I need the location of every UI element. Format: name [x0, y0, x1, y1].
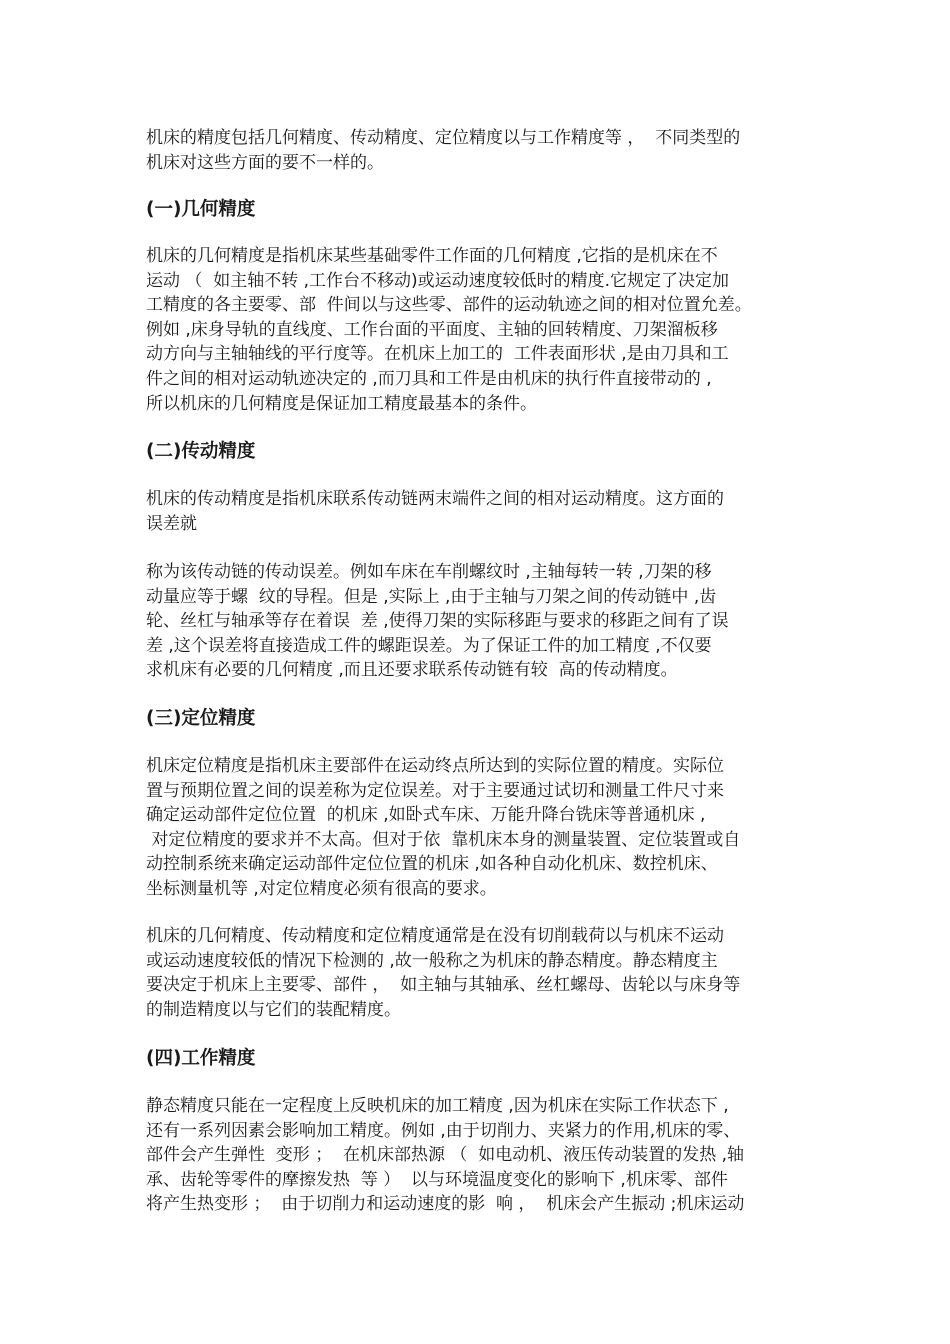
- paragraph-line: 动量应等于螺 纹的导程。但是 ,实际上 ,由于主轴与刀架之间的传动链中 ,齿: [146, 586, 717, 607]
- paragraph-line: 动方向与主轴轴线的平行度等。在机床上加工的 工件表面形状 ,是由刀具和工: [146, 344, 729, 365]
- paragraph-line: 求机床有必要的几何精度 ,而且还要求联系传动链有较 高的传动精度。: [146, 660, 678, 681]
- paragraph-line: 部件会产生弹性 变形 ； 在机床部热源 （ 如电动机、液压传动装置的发热 ,轴: [146, 1145, 745, 1166]
- paragraph-line: 还有一系列因素会影响加工精度。例如 ,由于切削力、夹紧力的作用,机床的零、: [146, 1120, 741, 1141]
- paragraph-line: 机床的精度包括几何精度、传动精度、定位精度以与工作精度等 ， 不同类型的: [146, 128, 741, 148]
- paragraph: [146, 487, 724, 536]
- paragraph-line: 动控制系统来确定运动部件定位位置的机床 ,如各种自动化机床、数控机床、: [146, 854, 718, 875]
- paragraph-line: 确定运动部件定位位置 的机床 ,如卧式车床、万能升降台铣床等普通机床 ,: [146, 805, 706, 826]
- paragraph-line: 静态精度只能在一定程度上反映机床的加工精度 ,因为机床在实际工作状态下 ,: [146, 1096, 729, 1116]
- paragraph-line: 的制造精度以与它们的装配精度。: [146, 999, 401, 1020]
- section-heading: (四)工作精度: [146, 1048, 256, 1069]
- paragraph-line: 运动 （ 如主轴不转 ,工作台不移动)或运动速度较低时的精度.它规定了决定加: [146, 270, 730, 291]
- paragraph-line: 或运动速度较低的情况下检测的 ,故一般称之为机床的静态精度。静态精度主: [146, 950, 718, 971]
- paragraph: [146, 924, 740, 1022]
- section-heading: (二)传动精度: [146, 441, 256, 462]
- paragraph: [146, 244, 752, 416]
- paragraph-line: 机床的几何精度、传动精度和定位精度通常是在没有切削载荷以与机床不运动: [146, 926, 724, 946]
- paragraph-line: 机床的几何精度是指机床某些基础零件工作面的几何精度 ,它指的是机床在不: [146, 246, 718, 266]
- paragraph-line: 误差就: [146, 513, 197, 534]
- paragraph-line: 所以机床的几何精度是保证加工精度最基本的条件。: [146, 393, 537, 414]
- paragraph-line: 置与预期位置之间的误差称为定位误差。对于主要通过试切和测量工件尺寸来: [146, 780, 724, 801]
- paragraph-line: 称为该传动链的传动误差。例如车床在车削螺纹时 ,主轴每转一转 ,刀架的移: [146, 562, 712, 582]
- section-heading: (一)几何精度: [146, 199, 256, 220]
- paragraph-line: 对定位精度的要求并不太高。但对于依 靠机床本身的测量装置、定位装置或自: [146, 829, 741, 850]
- paragraph-line: 将产生热变形 ； 由于切削力和运动速度的影 响 ， 机床会产生振动 ;机床运动: [146, 1194, 745, 1215]
- paragraph-line: 例如 ,床身导轨的直线度、工作台面的平面度、主轴的回转精度、刀架溜板移: [146, 319, 718, 340]
- paragraph: [146, 754, 740, 902]
- paragraph: [146, 560, 729, 683]
- paragraph-line: 件之间的相对运动轨迹决定的 ,而刀具和工件是由机床的执行件直接带动的 ,: [146, 368, 712, 389]
- paragraph-line: 要决定于机床上主要零、部件 ， 如主轴与其轴承、丝杠螺母、齿轮以与床身等: [146, 975, 741, 996]
- paragraph-line: 差 ,这个误差将直接造成工件的螺距误差。为了保证工件的加工精度 ,不仅要: [146, 635, 712, 656]
- paragraph-line: 承、齿轮等零件的摩擦发热 等 ） 以与环境温度变化的影响下 ,机床零、部件: [146, 1169, 728, 1190]
- paragraph: [146, 1094, 744, 1217]
- paragraph-line: 轮、丝杠与轴承等存在着误 差 ,使得刀架的实际移距与要求的移距之间有了误: [146, 611, 729, 632]
- paragraph-line: 工精度的各主要零、部 件间以与这些零、部件的运动轨迹之间的相对位置允差。: [146, 295, 752, 316]
- paragraph-line: 机床定位精度是指机床主要部件在运动终点所达到的实际位置的精度。实际位: [146, 756, 724, 776]
- paragraph-line: 机床对这些方面的要不一样的。: [146, 152, 384, 173]
- section-heading: (三)定位精度: [146, 708, 256, 729]
- paragraph-line: 坐标测量机等 ,对定位精度必须有很高的要求。: [146, 878, 497, 899]
- paragraph: [146, 126, 740, 175]
- paragraph-line: 机床的传动精度是指机床联系传动链两末端件之间的相对运动精度。这方面的: [146, 489, 724, 509]
